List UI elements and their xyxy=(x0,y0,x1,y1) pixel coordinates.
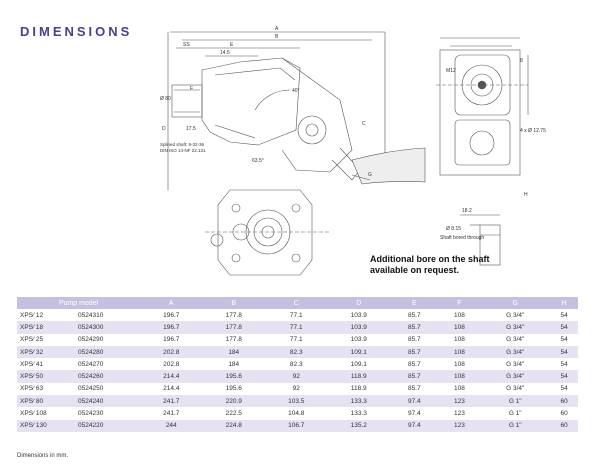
table-row xyxy=(17,370,578,382)
cell-c: 104.8 xyxy=(288,410,305,418)
cell-g: G 1" xyxy=(480,395,550,407)
dim-label-f: F xyxy=(190,86,194,92)
dim-label-holes: 4 x Ø 12.75 xyxy=(520,128,546,134)
table-row xyxy=(17,321,578,333)
bore-note-line-2: available on request. xyxy=(370,265,460,275)
dim-label-d815: Ø 8.15 xyxy=(446,226,462,232)
cell-a: 196.7 xyxy=(140,321,203,333)
cell-code: 0524230 xyxy=(78,410,104,418)
dim-label-18-2: 18.2 xyxy=(462,208,472,214)
footnote: Dimensions in mm. xyxy=(17,453,69,459)
header-c: C xyxy=(265,297,328,309)
cell-a: 241.7 xyxy=(140,395,203,407)
dim-label-c: C xyxy=(362,121,366,127)
cell-code: 0524300 xyxy=(78,321,140,333)
cell-c: 106.7 xyxy=(265,420,328,432)
cell-h: 60 xyxy=(550,395,578,407)
header-pump-model: Pump model xyxy=(17,297,140,309)
cell-d: 103.9 xyxy=(328,321,391,333)
cell-g: G 3/4" xyxy=(480,346,550,358)
dim-label-g: G xyxy=(368,172,372,178)
cell-code: 0524250 xyxy=(78,385,104,393)
table-row xyxy=(17,395,578,407)
cell-model: XPS⁄ 80 xyxy=(17,395,78,407)
bore-note-line-1: Additional bore on the shaft xyxy=(370,254,490,264)
dim-label-b: B xyxy=(275,34,279,40)
flange-view xyxy=(218,190,312,275)
table-row xyxy=(17,346,578,358)
dim-label-14-5: 14.5 xyxy=(220,50,230,56)
cell-e: 85.7 xyxy=(390,346,439,358)
cell-model: XPS⁄ 12 xyxy=(20,311,44,319)
cell-model: XPS⁄ 18 xyxy=(17,321,78,333)
dimensions-table xyxy=(17,297,578,432)
cell-f: 108 xyxy=(453,311,465,319)
cell-a: 244 xyxy=(140,420,203,432)
cell-f: 123 xyxy=(439,395,481,407)
cell-h: 54 xyxy=(560,336,568,344)
cell-b: 224.8 xyxy=(203,420,266,432)
table-body xyxy=(17,309,578,432)
header-g: G xyxy=(480,297,550,309)
cell-code: 0524290 xyxy=(78,336,104,344)
cell-code: 0524220 xyxy=(78,420,140,432)
table-row xyxy=(17,420,578,432)
cell-e: 97.4 xyxy=(390,420,439,432)
cell-e: 97.4 xyxy=(390,395,439,407)
cell-c: 92 xyxy=(292,385,300,393)
cell-a: 241.7 xyxy=(163,410,180,418)
dim-label-h: H xyxy=(524,192,528,198)
cell-f: 108 xyxy=(453,385,465,393)
cell-b: 184 xyxy=(203,346,266,358)
cell-a: 214.4 xyxy=(163,385,180,393)
cell-c: 77.1 xyxy=(289,311,303,319)
cell-b: 222.5 xyxy=(225,410,242,418)
pump-head xyxy=(282,58,352,172)
cell-code: 0524240 xyxy=(78,395,140,407)
table-row xyxy=(17,383,578,395)
cell-d: 133.3 xyxy=(328,395,391,407)
cell-e: 85.7 xyxy=(407,311,421,319)
spline-line-2: DIN ISO 14-NF 22.131 xyxy=(160,148,206,153)
cell-e: 85.7 xyxy=(407,336,421,344)
cell-d: 103.9 xyxy=(350,311,367,319)
cell-a: 202.8 xyxy=(140,346,203,358)
cell-b: 184 xyxy=(228,360,240,368)
cell-e: 85.7 xyxy=(390,321,439,333)
table-header-row xyxy=(17,297,578,309)
cell-d: 109.1 xyxy=(350,360,367,368)
dim-label-63-5: 63.5° xyxy=(252,158,264,164)
cell-a: 196.7 xyxy=(163,336,180,344)
cell-h: 54 xyxy=(550,321,578,333)
cell-f: 108 xyxy=(439,346,481,358)
spline-spec xyxy=(160,142,206,154)
cell-f: 108 xyxy=(453,336,465,344)
cell-model: XPS⁄ 32 xyxy=(17,346,78,358)
cell-code: 0524310 xyxy=(78,311,104,319)
cell-c: 82.3 xyxy=(265,346,328,358)
header-b: B xyxy=(203,297,266,309)
cell-model: XPS⁄ 63 xyxy=(20,385,44,393)
dim-label-a: A xyxy=(275,26,279,32)
header-h: H xyxy=(550,297,578,309)
cell-h: 54 xyxy=(550,346,578,358)
cell-c: 77.1 xyxy=(289,336,303,344)
table-row xyxy=(17,334,578,346)
table-row xyxy=(17,358,578,370)
page-title: DIMENSIONS xyxy=(20,24,133,39)
cell-code: 0524260 xyxy=(78,370,140,382)
dim-label-e: E xyxy=(230,42,234,48)
cell-a: 214.4 xyxy=(140,370,203,382)
cell-c: 103.5 xyxy=(265,395,328,407)
cell-code: 0524270 xyxy=(78,360,104,368)
cell-g: G 3/4" xyxy=(506,311,525,319)
cell-b: 177.8 xyxy=(225,336,242,344)
cell-f: 108 xyxy=(453,360,465,368)
cell-f: 123 xyxy=(439,420,481,432)
cell-e: 85.7 xyxy=(407,385,421,393)
cell-c: 77.1 xyxy=(265,321,328,333)
cell-g: G 1" xyxy=(480,420,550,432)
cell-b: 177.8 xyxy=(225,311,242,319)
cell-h: 60 xyxy=(550,420,578,432)
cell-d: 135.2 xyxy=(328,420,391,432)
cell-d: 103.9 xyxy=(350,336,367,344)
cell-a: 196.7 xyxy=(163,311,180,319)
cell-g: G 3/4" xyxy=(506,360,525,368)
cell-a: 202.8 xyxy=(163,360,180,368)
cell-c: 82.3 xyxy=(289,360,303,368)
cell-model: XPS⁄ 50 xyxy=(17,370,78,382)
dim-label-angle: 40° xyxy=(292,88,300,94)
cell-e: 85.7 xyxy=(390,370,439,382)
cell-b: 195.6 xyxy=(203,370,266,382)
cell-f: 108 xyxy=(439,370,481,382)
header-a: A xyxy=(140,297,203,309)
cell-g: G 3/4" xyxy=(506,336,525,344)
dim-label-8: 8 xyxy=(520,58,523,64)
dim-label-17-5: 17.5 xyxy=(186,126,196,132)
cell-c: 92 xyxy=(265,370,328,382)
cell-d: 109.1 xyxy=(328,346,391,358)
cell-f: 123 xyxy=(453,410,465,418)
cell-f: 108 xyxy=(439,321,481,333)
dim-label-d80: Ø 80 xyxy=(160,96,171,102)
spline-line-1: Splined shaft: 8-32-36 xyxy=(160,142,205,147)
dim-label-bored: Shaft bored through xyxy=(440,235,485,241)
cell-h: 54 xyxy=(560,385,568,393)
bore-note xyxy=(370,254,490,276)
cell-g: G 1" xyxy=(508,410,522,418)
cell-b: 220.9 xyxy=(203,395,266,407)
cell-b: 195.6 xyxy=(225,385,242,393)
table-row xyxy=(17,407,578,419)
cell-b: 177.8 xyxy=(203,321,266,333)
cell-h: 54 xyxy=(550,370,578,382)
cell-e: 85.7 xyxy=(407,360,421,368)
cell-d: 133.3 xyxy=(350,410,367,418)
dim-label-m12: M12 xyxy=(446,68,456,74)
cell-h: 60 xyxy=(560,410,568,418)
dim-label-ss: SS xyxy=(183,42,190,48)
header-f: F xyxy=(439,297,481,309)
cell-g: G 3/4" xyxy=(480,370,550,382)
cell-d: 118.9 xyxy=(350,385,367,393)
cell-model: XPS⁄ 25 xyxy=(20,336,44,344)
cell-h: 54 xyxy=(560,311,568,319)
header-d: D xyxy=(328,297,391,309)
header-e: E xyxy=(390,297,439,309)
cell-e: 97.4 xyxy=(407,410,421,418)
cell-g: G 3/4" xyxy=(480,321,550,333)
dim-label-d: D xyxy=(162,126,166,132)
table-row xyxy=(17,309,578,321)
cell-model: XPS⁄ 108 xyxy=(20,410,47,418)
cell-d: 118.9 xyxy=(328,370,391,382)
cell-model: XPS⁄ 130 xyxy=(17,420,78,432)
cell-g: G 3/4" xyxy=(506,385,525,393)
cell-model: XPS⁄ 41 xyxy=(20,360,44,368)
cell-h: 54 xyxy=(560,360,568,368)
cell-code: 0524280 xyxy=(78,346,140,358)
